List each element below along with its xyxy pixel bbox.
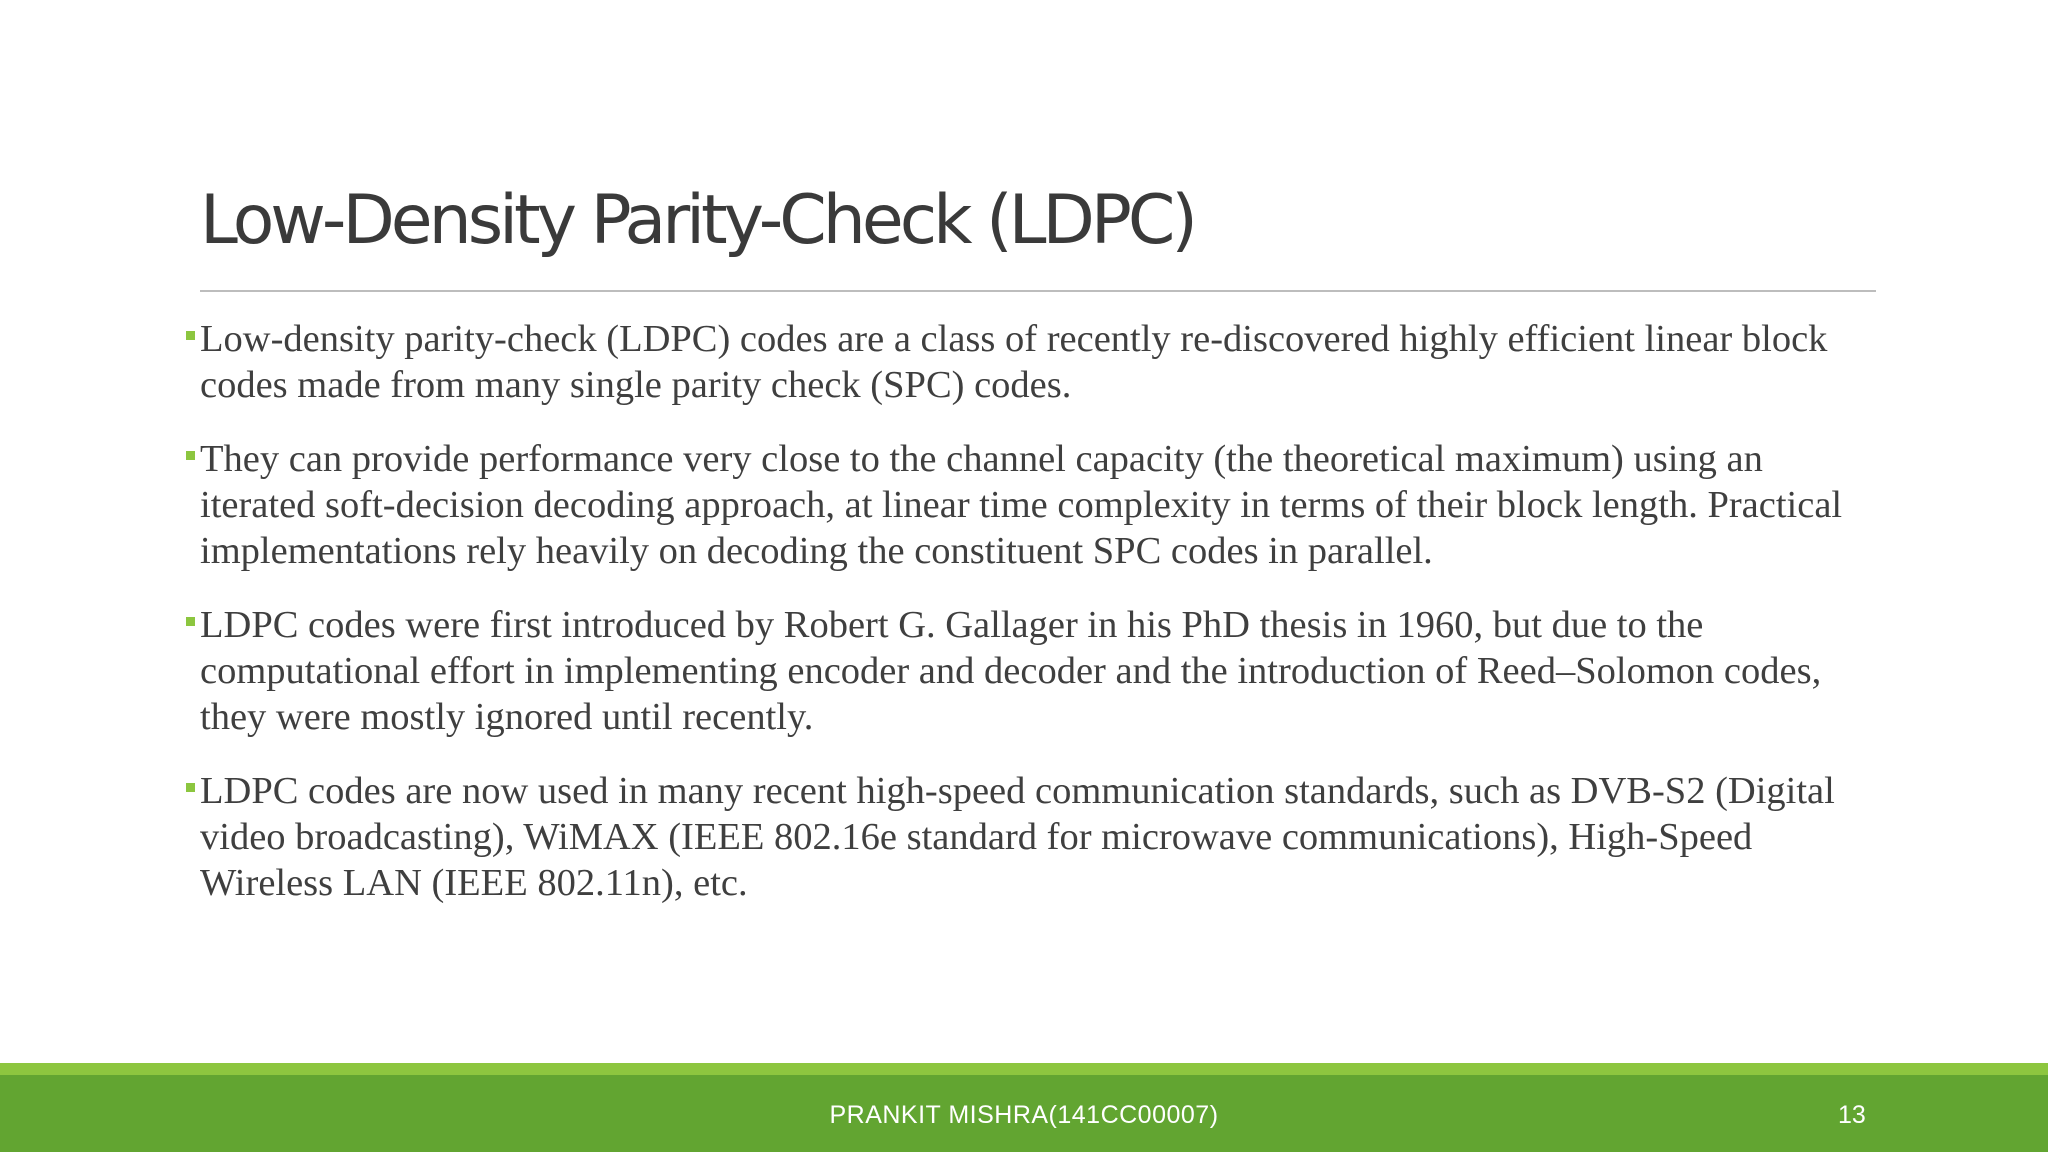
slide-title: Low-Density Parity-Check (LDPC) [200,181,1194,260]
bullet-item [186,436,1876,574]
square-bullet-icon [186,783,195,792]
bullet-list [186,316,1876,934]
title-divider [200,290,1876,292]
footer-accent-stripe [0,1063,2048,1075]
slide-number: 13 [1838,1101,1866,1129]
square-bullet-icon [186,617,195,626]
bullet-text: LDPC codes were first introduced by Robert G. Gallager in his PhD thesis in 1960, but due to the computational effort in implementing encoder and decoder and the introduction of Reed–Solomon codes, they were mostly ignored until recently. [200,604,1822,738]
bullet-text: LDPC codes are now used in many recent high-speed communication standards, such as DVB-S2 (Digital video broadcasting), WiMAX (IEEE 802.16e standard for microwave communications), High-Speed Wireless LAN (IEEE 802.11n), etc. [200,770,1835,904]
bullet-text: They can provide performance very close to the channel capacity (the theoretical maximum) using an iterated soft-decision decoding approach, at linear time complexity in terms of their block length. Practical implementations rely heavily on decoding the constituent SPC codes in parallel. [200,438,1843,572]
square-bullet-icon [186,451,195,460]
bullet-item [186,316,1876,408]
bullet-text: Low-density parity-check (LDPC) codes are a class of recently re-discovered highly efficient linear block codes made from many single parity check (SPC) codes. [200,318,1828,406]
bullet-item [186,768,1876,906]
bullet-item [186,602,1876,740]
square-bullet-icon [186,331,195,340]
footer-author: PRANKIT MISHRA(141CC00007) [829,1101,1219,1129]
